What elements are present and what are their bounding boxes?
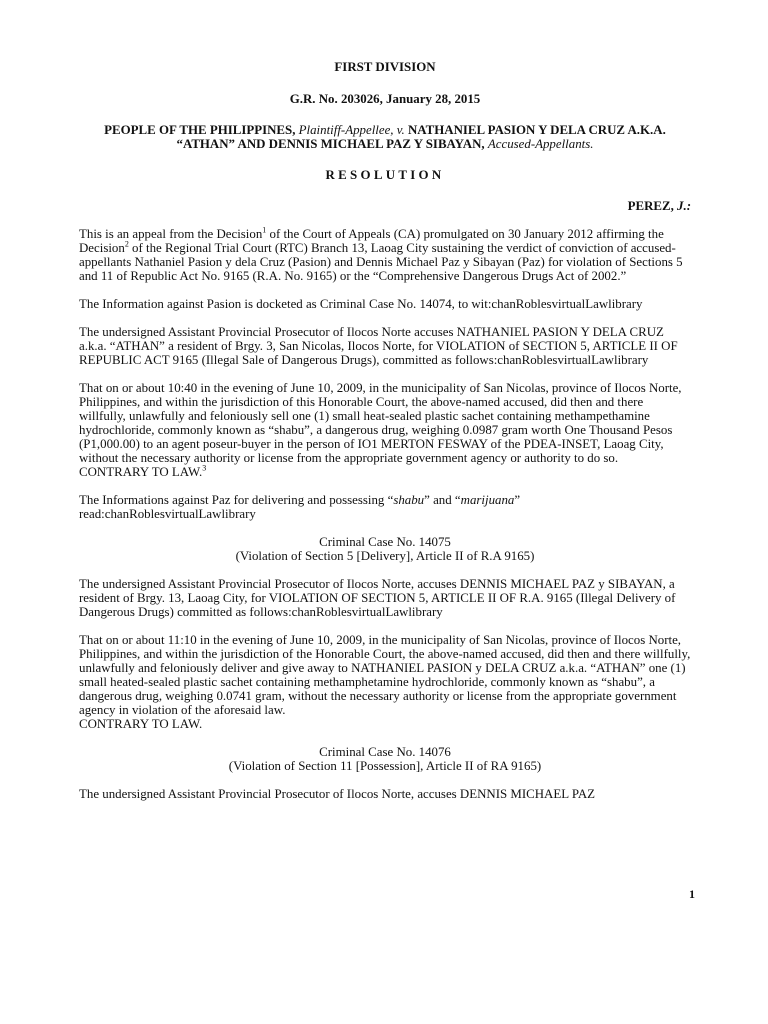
plaintiff-role: Plaintiff-Appellee <box>298 123 391 137</box>
italic-term: marijuana <box>460 493 515 507</box>
contrary-to-law: CONTRARY TO LAW. <box>79 465 203 479</box>
resolution-heading: RESOLUTION <box>325 168 445 182</box>
ponente-suffix: J.: <box>677 199 691 213</box>
paragraph-accusation-paz-possession: The undersigned Assistant Provincial Prosecutor of Ilocos Norte, accuses DENNIS MICHAEL PAZ <box>79 787 596 801</box>
versus-text: , v. <box>390 123 405 137</box>
paragraph-text: The Informations against Paz for delivering and possessing “ <box>79 493 394 507</box>
ponente <box>79 199 691 213</box>
footnote-ref-1[interactable]: 1 <box>262 225 267 235</box>
case-14075-title: Criminal Case No. 14075 <box>319 535 451 549</box>
plaintiff-name: PEOPLE OF THE PHILIPPINES, <box>104 123 296 137</box>
case-14076-title: Criminal Case No. 14076 <box>319 745 451 759</box>
paragraph-text: of the Regional Trial Court (RTC) Branch 13, Laoag City sustaining the verdict of conviction of accused-appellants Nathaniel Pasion y dela Cruz (Pasion) and Dennis Michael Paz y Sibayan (Paz) for violation of Sections 5 and 11 of Republic Act No. 9165 (R.A. No. 9165) or the “Comprehensive Dangerous Drugs Act of 2002.” <box>79 241 683 283</box>
paragraph-accusation-paz-delivery: The undersigned Assistant Provincial Prosecutor of Ilocos Norte, accuses DENNIS MICHAEL PAZ y SIBAYAN, a resident of Brgy. 13, Laoag City, for VIOLATION OF SECTION 5, ARTICLE II OF R.A. 9165 (Illegal Delivery of Dangerous Drugs) committed as follows:chanRoblesvirtualLawlibrary <box>79 577 676 619</box>
accused-role: Accused-Appellants. <box>487 137 594 151</box>
footnote-ref-3[interactable]: 3 <box>202 463 207 473</box>
document-body <box>79 60 691 801</box>
division-heading: FIRST DIVISION <box>334 60 436 74</box>
paragraph-facts-pasion <box>79 381 691 479</box>
contrary-to-law: CONTRARY TO LAW. <box>79 717 203 731</box>
paragraph-information-pasion: The Information against Pasion is docketed as Criminal Case No. 14074, to wit:chanRoblesvirtualLawlibrary <box>79 297 643 311</box>
paragraph-text: ” and “ <box>424 493 461 507</box>
paragraph-text: of the Court of Appeals (CA) promulgated on 30 January 2012 affirming the Decision <box>79 227 664 255</box>
case-14076-subtitle: (Violation of Section 11 [Possession], Article II of RA 9165) <box>228 759 542 773</box>
accused-names: NATHANIEL PASION Y DELA CRUZ A.K.A. “ATHAN” AND DENNIS MICHAEL PAZ Y SIBAYAN, <box>176 123 666 151</box>
case-title <box>79 123 691 151</box>
footnote-ref-2[interactable]: 2 <box>124 239 129 249</box>
paragraph-intro <box>79 227 691 283</box>
paragraph-text: That on or about 10:40 in the evening of June 10, 2009, in the municipality of San Nicolas, province of Ilocos Norte, Philippines, and within the jurisdiction of this Honorable Court, the above-named accused, did then and there willfully, unlawfully and feloniously sell one (1) small heat-sealed plastic sachet containing methampethamine hydrochloride, commonly known as “shabu”, a dangerous drug, weighing 0.0987 gram worth One Thousand Pesos (P1,000.00) to an agent poseur-buyer in the person of IO1 MERTON FESWAY of the PDEA-INSET, Laoag City, without the necessary authority or license from the appropriate government agency or authority to do so. <box>79 381 682 465</box>
italic-term: shabu <box>393 493 425 507</box>
paragraph-facts-paz-delivery <box>79 633 691 731</box>
paragraph-text: This is an appeal from the Decision <box>79 227 263 241</box>
paragraph-text: ” read:chanRoblesvirtualLawlibrary <box>79 493 521 521</box>
case-14075-subtitle: (Violation of Section 5 [Delivery], Article II of R.A 9165) <box>235 549 535 563</box>
page-number: 1 <box>689 887 695 901</box>
paragraph-accusation-pasion: The undersigned Assistant Provincial Prosecutor of Ilocos Norte accuses NATHANIEL PASION Y DELA CRUZ a.k.a. “ATHAN” a resident of Brgy. 3, San Nicolas, Ilocos Norte, for VIOLATION of SECTION 5, ARTICLE II OF REPUBLIC ACT 9165 (Illegal Sale of Dangerous Drugs), committed as follows:chanRoblesvirtualLawlibrary <box>79 325 678 367</box>
paragraph-informations-paz <box>79 493 691 521</box>
case-number-heading: G.R. No. 203026, January 28, 2015 <box>289 92 481 106</box>
ponente-name: PEREZ, <box>627 199 674 213</box>
paragraph-text: That on or about 11:10 in the evening of June 10, 2009, in the municipality of San Nicolas, province of Ilocos Norte, Philippines, and within the jurisdiction of the Honorable Court, the above-named accused, did then and there willfully, unlawfully and feloniously deliver and give away to NATHANIEL PASION y DELA CRUZ a.k.a. “ATHAN” one (1) small heated-sealed plastic sachet containing methamphetamine hydrochloride, commonly known as “shabu”, a dangerous drug, weighing 0.0741 gram, without the necessary authority or license from the appropriate government agency in violation of the aforesaid law. <box>79 633 691 717</box>
